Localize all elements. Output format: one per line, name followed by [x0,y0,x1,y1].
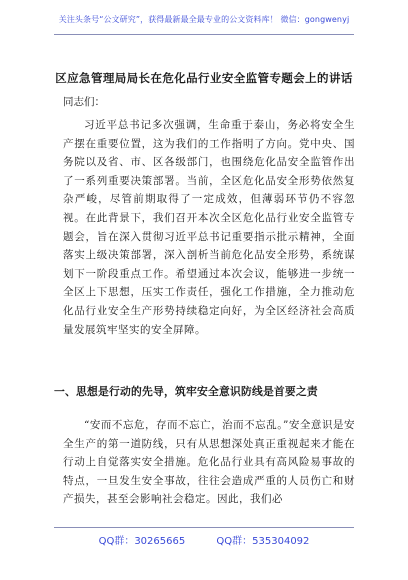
footer-divider [54,527,354,528]
section-1-paragraph: “安而不忘危，存而不忘亡，治而不忘乱。”安全意识是安全生产的第一道防线，只有从思想深处真正重视起来才能在行动上自觉落实安全措施。危化品行业具有高风险易事故的特点，一旦发生安全事故，往往会造成严重的人员伤亡和财产损失，甚至会影响社会稳定。因此，我们必 [63,419,355,506]
header-divider [54,34,354,35]
salutation: 同志们： [63,96,105,108]
section-heading-1: 一、思想是行动的先导，筑牢安全意识防线是首要之责 [54,385,318,398]
document-title: 区应急管理局局长在危化品行业安全监管专题会上的讲话 [55,71,353,85]
header-promo-note: 关注头条号“公文研究”，获得最新最全最专业的公文资料库！ 微信：gongwenyj [58,15,350,24]
footer-qq-group-1: QQ群：30265665 [98,536,186,547]
footer-qq-group-2: QQ群：535304092 [216,536,310,547]
intro-paragraph: 习近平总书记多次强调，生命重于泰山，务必将安全生产摆在重要位置，这为我们的工作指明了方向。党中央、国务院以及省、市、区各级部门，也围绕危化品安全监管作出了一系列重要决策部署。当前，全区危化品安全形势依然复杂严峻，尽管前期取得了一定成效，但薄弱环节仍不容忽视。在此背景下，我们召开本次全区危化品行业安全监管专题会，旨在深入贯彻习近平总书记重要指示批示精神，全面落实上级决策部署，深入剖析当前危化品安全形势，系统谋划下一阶段重点工作。希望通过本次会议，能够进一步统一全区上下思想，压实工作责任，强化工作措施，全力推动危化品行业安全生产形势持续稳定向好，为全区经济社会高质量发展筑牢坚实的安全屏障。 [63,119,355,336]
footer-contact [0,532,408,547]
